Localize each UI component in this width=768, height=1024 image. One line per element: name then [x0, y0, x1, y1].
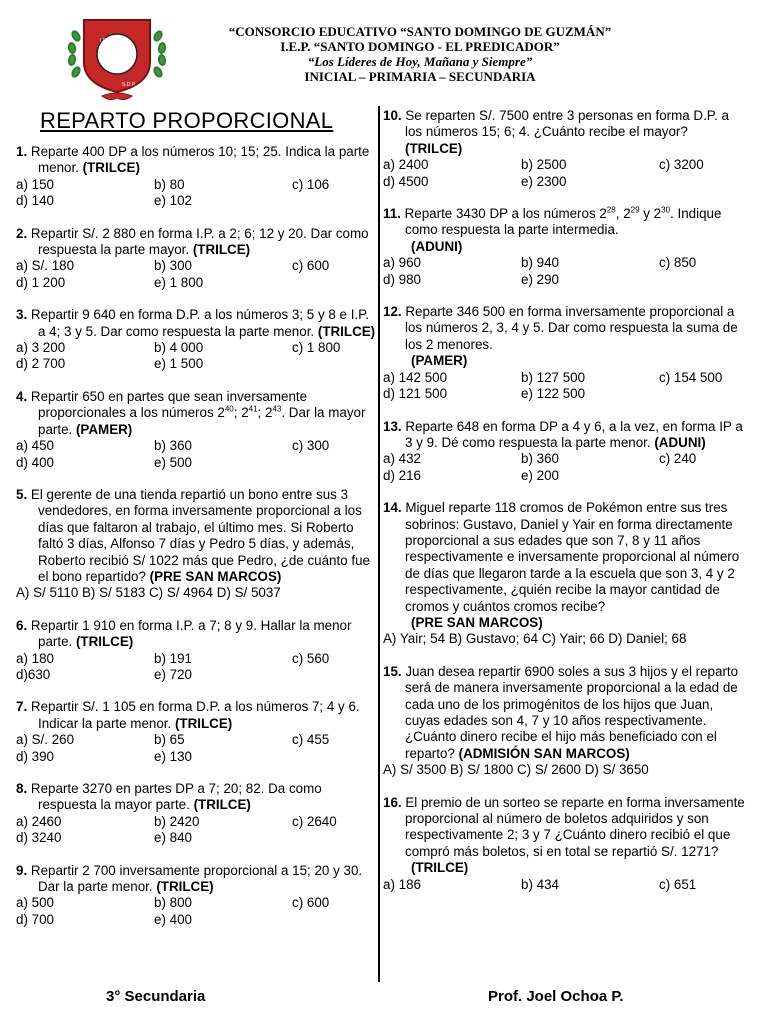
option: d) 390	[16, 748, 54, 764]
question-source: (ADUNI)	[411, 238, 463, 254]
exponent: 41	[248, 404, 258, 414]
question-7	[16, 699, 380, 765]
option: a) 142 500	[383, 369, 448, 385]
options: A) S/ 5110 B) S/ 5183 C) S/ 4964 D) S/ 5037	[16, 585, 281, 601]
option: b) 360	[521, 451, 559, 467]
option: c) 600	[292, 895, 330, 911]
question-number: 13.	[383, 418, 402, 434]
question-source: (TRILCE)	[156, 879, 214, 895]
question-source: (TRILCE)	[193, 797, 251, 813]
options	[16, 438, 380, 471]
options	[16, 732, 380, 765]
question-number: 2.	[16, 225, 28, 241]
question-12	[383, 304, 747, 402]
question-2	[16, 226, 380, 292]
question-text: El gerente de una tienda repartió un bono entre sus 3 vendedores, en forma inversamente proporcional a los días que faltaron al trabajo, el último mes. Si Roberto faltó 3 días, Alfonso 7 días y Pedro 5 días, y además, Roberto recibió S/ 1022 más que Pedro, ¿de cuánto fue el bono repartido?	[27, 486, 370, 584]
right-column	[383, 108, 747, 909]
exponent: 29	[630, 205, 640, 215]
question-number: 6.	[16, 617, 28, 633]
option: a) 432	[383, 451, 421, 467]
question-3	[16, 307, 380, 373]
option: c) 154 500	[659, 369, 723, 385]
question-number: 16.	[383, 794, 402, 810]
option: b) 360	[154, 438, 192, 454]
question-source: (TRILCE)	[75, 634, 134, 650]
option: e) 122 500	[521, 386, 586, 402]
question-6	[16, 618, 380, 684]
question-4	[16, 389, 380, 471]
option: d) 3240	[16, 830, 62, 846]
option: b) 940	[521, 255, 559, 271]
option: a) 180	[16, 650, 54, 666]
question-8	[16, 781, 380, 847]
option: e) 290	[521, 271, 559, 287]
school-line1: “CONSORCIO EDUCATIVO “SANTO DOMINGO DE GUZMÁN”	[228, 24, 612, 39]
question-text: Se reparten S/. 7500 entre 3 personas en forma D.P. a los números 15; 6; 4. ¿Cuánto recibe el mayor?	[401, 108, 729, 140]
option: c) 455	[292, 732, 330, 748]
question-text: Reparte 648 en forma DP a 4 y 6, a la vez, en forma IP a 3 y 9. Dé como respuesta la parte menor.	[401, 418, 743, 450]
option: e) 130	[154, 748, 192, 764]
options: A) S/ 3500 B) S/ 1800 C) S/ 2600 D) S/ 3650	[383, 762, 649, 778]
question-text: Juan desea repartir 6900 soles a sus 3 hijos y el reparto será de manera inversamente proporcional a la edad de cada uno de los primogénitos de los hijos que Juan, cuyas edades son 4, 7 y 10 años respectivamente. ¿Cuánto dinero recibe el hijo más beneficiado con el reparto?	[401, 663, 739, 761]
exponent: 40	[224, 404, 234, 414]
option: d) 980	[383, 271, 421, 287]
question-source: (TRILCE)	[317, 323, 376, 339]
question-text: El premio de un sorteo se reparte en forma inversamente proporcional al número de boletos adquiridos y son respectivamente 2; 3 y 7 ¿Cuánto dinero recibió el que compró más boletos, si en total se repartió S/. 1271?	[401, 794, 745, 859]
school-levels: INICIAL – PRIMARIA – SECUNDARIA	[304, 69, 536, 84]
option: b) 300	[154, 258, 192, 274]
question-text: Miguel reparte 118 cromos de Pokémon entre sus tres sobrinos: Gustavo, Daniel y Yair en forma directamente proporcional a sus edades que son 7, 8 y 11 años respectivamente e inversamente proporcional al número de días que llegaron tarde a la escuela que son 3, 4 y 2 respectivamente, ¿quién recibe la mayor cantidad de cromos y cuántos cromos recibe?	[401, 500, 740, 614]
option: a) 450	[16, 438, 54, 454]
option: b) 434	[521, 876, 559, 892]
options: A) Yair; 54 B) Gustavo; 64 C) Yair; 66 D) Daniel; 68	[383, 631, 687, 647]
question-source: (PAMER)	[75, 421, 133, 437]
question-text: ; 2	[233, 405, 249, 421]
options	[383, 157, 747, 190]
option: c) 300	[292, 438, 330, 454]
options	[16, 895, 380, 928]
question-15	[383, 664, 747, 779]
option: a) 500	[16, 895, 54, 911]
options	[16, 651, 380, 684]
question-number: 15.	[383, 663, 402, 679]
question-9	[16, 863, 380, 929]
question-text: Repartir 9 640 en forma D.P. a los números 3; 5 y 8 e I.P. a 4; 3 y 5. Dar como respuesta la parte menor.	[27, 307, 370, 339]
question-source: (PRE SAN MARCOS)	[411, 614, 543, 630]
options	[383, 370, 747, 403]
school-info	[180, 24, 660, 84]
option: b) 2500	[521, 157, 567, 173]
option: c) 560	[292, 650, 330, 666]
question-1	[16, 144, 380, 210]
option: e) 2300	[521, 173, 567, 189]
option: a) S/. 180	[16, 258, 75, 274]
question-number: 12.	[383, 304, 402, 320]
question-source: (PAMER)	[411, 353, 468, 369]
option: d) 1 200	[16, 274, 66, 290]
exponent: 30	[661, 205, 671, 215]
question-text: Repartir S/. 1 105 en forma D.P. a los números 7; 4 y 6. Indicar la parte menor.	[27, 699, 360, 731]
question-number: 10.	[383, 108, 402, 123]
option: b) 4 000	[154, 340, 204, 356]
option: d) 216	[383, 467, 421, 483]
question-5	[16, 487, 380, 602]
option: a) S/. 260	[16, 732, 75, 748]
option: e) 500	[154, 454, 192, 470]
options	[16, 177, 380, 210]
question-11	[383, 206, 747, 288]
options	[16, 340, 380, 373]
question-text: Repartir 2 700 inversamente proporcional a 15; 20 y 30. Dar la parte menor.	[27, 862, 363, 895]
question-text: Repartir 650 en partes que sean inversamente proporcionales a los números 2	[27, 388, 308, 421]
option: a) 150	[16, 176, 54, 192]
option: a) 3 200	[16, 340, 66, 356]
options	[383, 877, 747, 893]
question-number: 7.	[16, 699, 28, 715]
question-text: Reparte 3430 DP a los números 2	[400, 206, 607, 222]
options	[16, 258, 380, 291]
page-title: REPARTO PROPORCIONAL	[40, 108, 334, 133]
question-text: Reparte 400 DP a los números 10; 15; 25. Indica la parte menor.	[27, 144, 370, 176]
question-source: (TRILCE)	[174, 715, 233, 731]
logo-bottom-text: S.D.P.	[122, 82, 136, 88]
options	[383, 451, 747, 484]
school-motto: “Los Líderes de Hoy, Mañana y Siempre”	[307, 54, 533, 69]
question-number: 11.	[383, 206, 401, 222]
options	[383, 255, 747, 288]
option: a) 2400	[383, 157, 429, 173]
option: b) 80	[154, 176, 185, 192]
option: e) 1 500	[154, 356, 204, 372]
question-source: (ADMISIÓN SAN MARCOS)	[458, 745, 630, 761]
option: c) 106	[292, 176, 330, 192]
option: a) 960	[383, 255, 421, 271]
exponent: 43	[272, 404, 282, 414]
option: d) 4500	[383, 173, 429, 189]
school-line2: I.E.P. “SANTO DOMINGO - EL PREDICADOR”	[280, 39, 560, 54]
question-text: y 2	[639, 206, 662, 222]
option: b) 127 500	[521, 369, 586, 385]
option: e) 400	[154, 911, 192, 927]
question-number: 5.	[16, 486, 28, 502]
question-source: (TRILCE)	[405, 140, 463, 156]
footer-grade: 3° Secundaria	[106, 988, 206, 1005]
question-16	[383, 795, 747, 893]
question-number: 4.	[16, 388, 28, 404]
option: d) 400	[16, 454, 54, 470]
question-text: Repartir S/. 2 880 en forma I.P. a 2; 6; 12 y 20. Dar como respuesta la parte mayor.	[27, 225, 369, 258]
options	[16, 814, 380, 847]
option: d)630	[16, 666, 51, 682]
question-10	[383, 108, 747, 190]
question-number: 14.	[383, 500, 402, 516]
option: c) 3200	[659, 157, 704, 173]
option: d) 121 500	[383, 386, 448, 402]
question-text: Repartir 1 910 en forma I.P. a 7; 8 y 9. Hallar la menor parte.	[27, 617, 352, 650]
option: b) 800	[154, 895, 192, 911]
option: b) 191	[154, 650, 192, 666]
option: e) 1 800	[154, 274, 204, 290]
question-13	[383, 419, 747, 485]
option: c) 850	[659, 255, 697, 271]
question-number: 9.	[16, 862, 28, 878]
footer-teacher: Prof. Joel Ochoa P.	[488, 988, 624, 1005]
question-text: ; 2	[257, 405, 273, 421]
question-source: (TRILCE)	[192, 242, 251, 258]
question-number: 8.	[16, 781, 28, 796]
option: e) 720	[154, 666, 192, 682]
option: c) 651	[659, 876, 697, 892]
school-logo	[62, 12, 172, 104]
left-column	[16, 108, 380, 944]
option: c) 2640	[292, 813, 337, 829]
option: a) 186	[383, 876, 421, 892]
page-header	[0, 0, 768, 100]
option: b) 65	[154, 732, 185, 748]
option: b) 2420	[154, 813, 200, 829]
option: e) 840	[154, 830, 192, 846]
option: c) 240	[659, 451, 697, 467]
question-text: Reparte 3270 en partes DP a 7; 20; 82. Da como respuesta la mayor parte.	[27, 781, 322, 813]
question-source: (TRILCE)	[411, 860, 469, 876]
question-text: . Dar la mayor parte.	[38, 405, 366, 437]
question-number: 1.	[16, 144, 28, 159]
question-source: (PRE SAN MARCOS)	[149, 568, 282, 584]
logo-top-text: I.E.P.	[100, 38, 112, 44]
question-14	[383, 500, 747, 648]
option: d) 700	[16, 911, 54, 927]
option: d) 140	[16, 193, 54, 209]
exponent: 28	[606, 205, 616, 215]
question-source: (TRILCE)	[82, 160, 140, 176]
question-text: . Indique como respuesta la parte intermedia.	[405, 206, 722, 238]
option: e) 200	[521, 467, 559, 483]
question-number: 3.	[16, 307, 28, 323]
question-text: , 2	[615, 206, 631, 222]
option: c) 600	[292, 258, 330, 274]
question-source: (ADUNI)	[654, 434, 706, 450]
option: a) 2460	[16, 813, 62, 829]
option: e) 102	[154, 193, 192, 209]
option: d) 2 700	[16, 356, 66, 372]
question-text: Reparte 346 500 en forma inversamente proporcional a los números 2, 3, 4 y 5. Dar como respuesta la suma de los 2 menores.	[401, 304, 738, 352]
option: c) 1 800	[292, 340, 341, 356]
